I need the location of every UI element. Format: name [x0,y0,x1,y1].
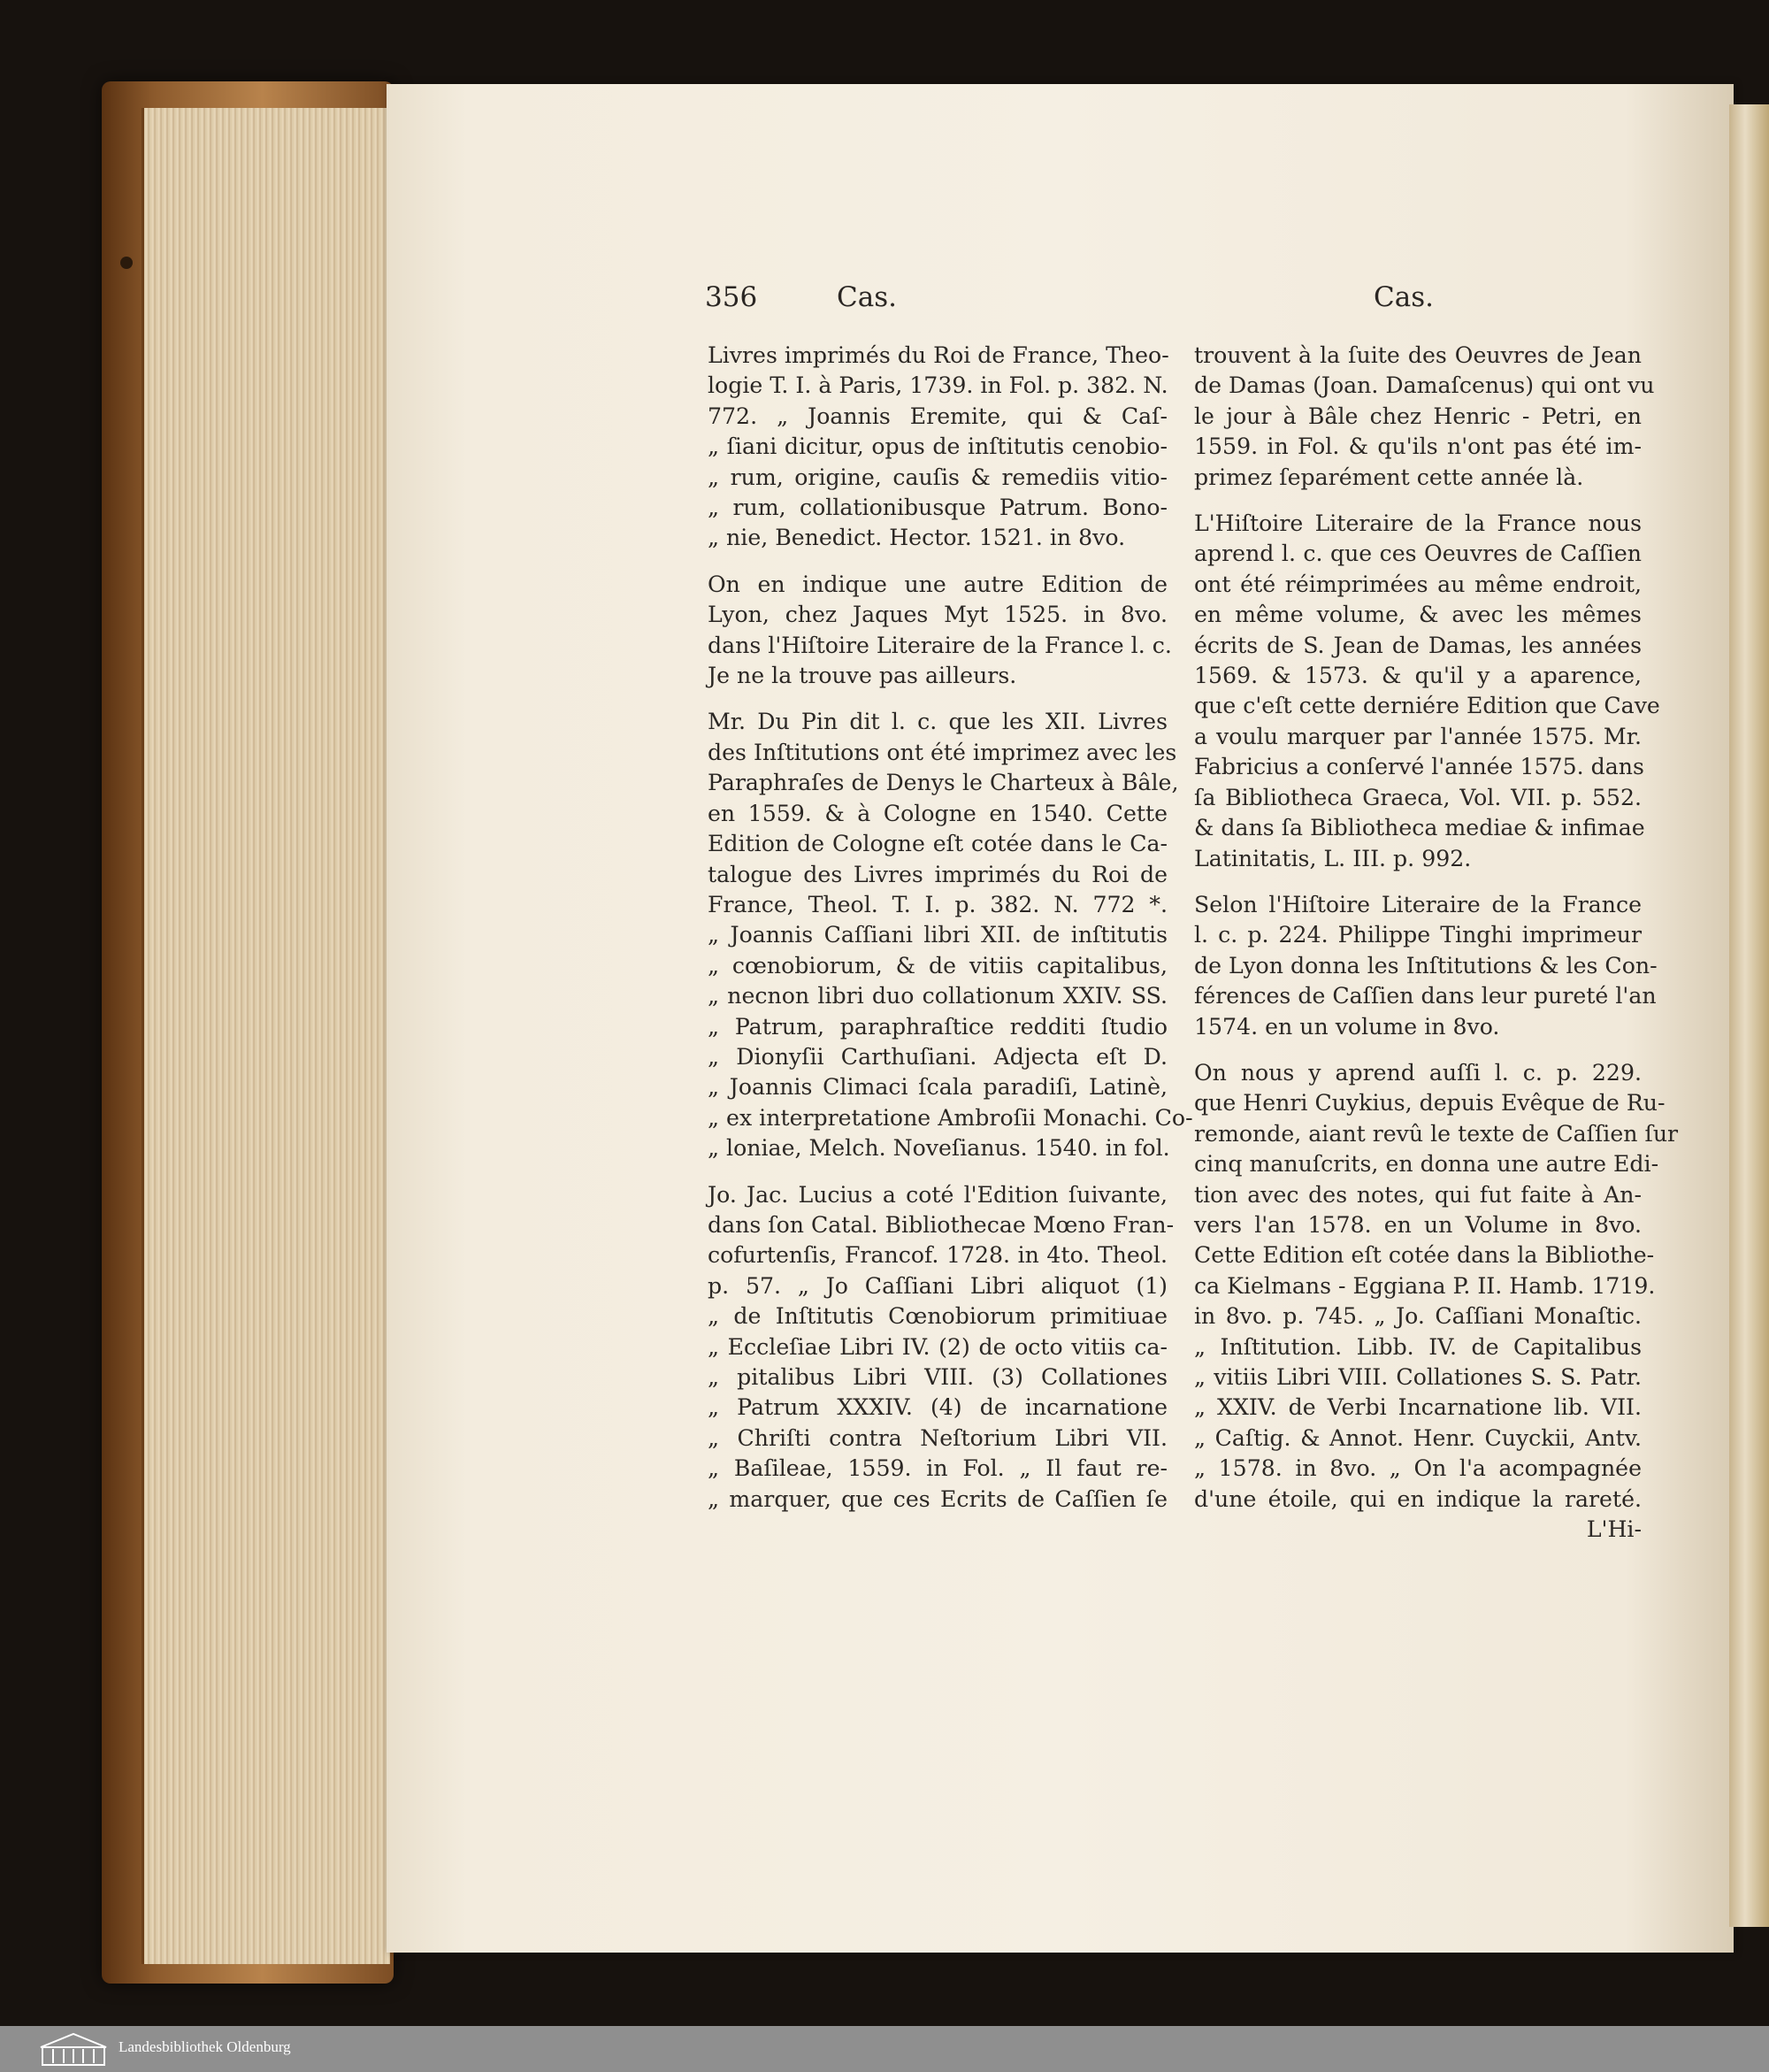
text-line: „ Joannis Climaci ſcala paradiſi, Latinè, [708,1074,1168,1101]
library-building-icon [39,2031,108,2067]
page-edges [142,108,390,1964]
paragraph-gap [708,1164,1168,1180]
text-line: dans l'Hiſtoire Literaire de la France l. c. [708,632,1172,658]
text-line: „ marquer, que ces Ecrits de Caſſien ſe [708,1485,1168,1512]
text-line: France, Theol. T. I. p. 382. N. 772 *. [708,891,1168,917]
text-line: „ ex interpretatione Ambroſii Monachi. Co- [708,1104,1193,1131]
text-line: en même volume, & avec les mêmes [1194,602,1642,628]
text-line: „ rum, origine, cauſis & remediis vitio- [708,464,1168,490]
text-line: On nous y aprend auſſi l. c. p. 229. [1194,1059,1642,1086]
text-line: L'Hiſtoire Literaire de la France nous [1194,510,1642,537]
text-line: „ pitalibus Libri VIII. (3) Collationes [708,1364,1168,1390]
text-line: „ nie, Benedict. Hector. 1521. in 8vo. [708,525,1126,551]
text-line: Edition de Cologne eſt cotée dans le Ca- [708,831,1168,857]
catchword: L'Hi- [1586,1516,1642,1543]
text-line: ſa Bibliotheca Graeca, Vol. VII. p. 552. [1194,784,1642,810]
text-line: ca Kielmans - Eggiana P. II. Hamb. 1719. [1194,1272,1656,1299]
text-line: „ Inſtitution. Libb. IV. de Capitalibus [1194,1333,1642,1360]
text-line: primez ſeparément cette année là. [1194,464,1584,490]
text-line: Jo. Jac. Lucius a coté l'Edition ſuivante, [708,1181,1168,1208]
text-line: écrits de S. Jean de Damas, les années [1194,632,1642,658]
paragraph-gap [708,691,1168,707]
text-line: „ rum, collationibusque Patrum. Bono- [708,495,1168,521]
text-line: dans ſon Catal. Bibliothecae Mœno Fran- [708,1211,1175,1238]
paragraph-gap [1194,1042,1642,1058]
text-line: „ loniae, Melch. Noveſianus. 1540. in fol. [708,1135,1170,1162]
text-line: 1569. & 1573. & qu'il y a aparence, [1194,663,1642,689]
running-head-left: Cas. [837,281,897,313]
text-line: „ Patrum XXXIV. (4) de incarnatione [708,1394,1168,1421]
facing-page-edge [1729,104,1769,1927]
text-line: l. c. p. 224. Philippe Tinghi imprimeur [1194,922,1642,948]
text-line: que Henri Cuykius, depuis Evêque de Ru- [1194,1090,1666,1117]
text-line: „ Dionyſii Carthuſiani. Adjecta eſt D. [708,1043,1168,1070]
text-line: „ de Inſtitutis Cœnobiorum primitiuae [708,1303,1168,1330]
text-line: que c'eſt cette derniére Edition que Cave [1194,693,1660,719]
text-line: Lyon, chez Jaques Myt 1525. in 8vo. [708,602,1168,628]
text-line: cinq manuſcrits, en donna une autre Edi- [1194,1151,1659,1178]
text-line: „ Joannis Caſſiani libri XII. de inſtitutis [708,922,1168,948]
text-line: „ cœnobiorum, & de vitiis capitalibus, [708,952,1168,978]
text-line: Fabricius a conſervé l'année 1575. dans [1194,754,1644,780]
text-line: „ 1578. in 8vo. „ On l'a acompagnée [1194,1455,1642,1482]
text-line: „ Caſtig. & Annot. Henr. Cuyckii, Antv. [1194,1424,1642,1451]
right-text-column [1194,341,1679,1545]
text-line: in 8vo. p. 745. „ Jo. Caſſiani Monaſtic. [1194,1303,1642,1330]
text-line: Livres imprimés du Roi de France, Theo- [708,342,1169,368]
text-line: de Lyon donna les Inſtitutions & les Con- [1194,952,1658,978]
text-line: Je ne la trouve pas ailleurs. [708,663,1017,689]
paragraph-gap [1194,874,1642,890]
footer-label: Landesbibliothek Oldenburg [119,2038,291,2055]
text-line: Cette Edition eſt cotée dans la Bibliothe- [1194,1242,1655,1269]
running-head-right: Cas. [1374,281,1434,313]
text-line: „ Baſileae, 1559. in Fol. „ Il faut re- [708,1455,1168,1482]
left-text-column [708,341,1193,1515]
text-line: „ vitiis Libri VIII. Collationes S. S. Patr. [1194,1364,1642,1390]
text-line: en 1559. & à Cologne en 1540. Cette [708,800,1168,826]
text-line: „ Eccleſiae Libri IV. (2) de octo vitiis ca- [708,1333,1168,1360]
text-line: trouvent à la ſuite des Oeuvres de Jean [1194,342,1642,368]
text-line: aprend l. c. que ces Oeuvres de Caſſien [1194,541,1642,567]
text-line: talogue des Livres imprimés du Roi de [708,861,1168,887]
text-line: „ XXIV. de Verbi Incarnatione lib. VII. [1194,1394,1642,1421]
text-line: le jour à Bâle chez Henric - Petri, en [1194,403,1642,429]
cover-rivet [120,257,133,269]
text-line: „ Chriſti contra Neſtorium Libri VII. [708,1424,1168,1451]
text-line: „ necnon libri duo collationum XXIV. SS. [708,983,1168,1009]
text-line: vers l'an 1578. en un Volume in 8vo. [1194,1211,1642,1238]
text-line: & dans ſa Bibliotheca mediae & infimae [1194,815,1645,841]
page-number: 356 [705,281,758,313]
text-line: remonde, aiant revû le texte de Caſſien ſur [1194,1120,1679,1147]
text-line: des Inſtitutions ont été imprimez avec les [708,739,1177,765]
text-line: 1574. en un volume in 8vo. [1194,1013,1500,1040]
text-line: a voulu marquer par l'année 1575. Mr. [1194,723,1642,749]
text-line: de Damas (Joan. Damaſcenus) qui ont vu [1194,372,1655,399]
paragraph-gap [708,554,1168,570]
text-line: Latinitatis, L. III. p. 992. [1194,845,1472,871]
text-line: „ Patrum, paraphraſtice redditi ſtudio [708,1013,1168,1040]
text-line: 772. „ Joannis Eremite, qui & Caſ- [708,403,1168,429]
text-line: On en indique une autre Edition de [708,571,1168,597]
paragraph-gap [1194,493,1642,509]
text-line: d'une étoile, qui en indique la rareté. [1194,1485,1642,1512]
text-line: Selon l'Hiſtoire Literaire de la France [1194,891,1642,917]
text-line: ont été réimprimées au même endroit, [1194,571,1642,597]
text-line: férences de Caſſien dans leur pureté l'an [1194,983,1657,1009]
text-line: 1559. in Fol. & qu'ils n'ont pas été im- [1194,434,1642,460]
text-line: tion avec des notes, qui fut faite à An- [1194,1181,1642,1208]
text-line: Paraphraſes de Denys le Charteux à Bâle, [708,770,1179,796]
text-line: „ ſiani dicitur, opus de inſtitutis cenobio- [708,434,1168,460]
text-line: cofurtenſis, Francof. 1728. in 4to. Theol. [708,1242,1168,1269]
footer-bar [0,2026,1769,2072]
text-line: p. 57. „ Jo Caſſiani Libri aliquot (1) [708,1272,1168,1299]
text-line: logie T. I. à Paris, 1739. in Fol. p. 382. N. [708,372,1168,399]
text-line: Mr. Du Pin dit l. c. que les XII. Livres [708,709,1168,735]
